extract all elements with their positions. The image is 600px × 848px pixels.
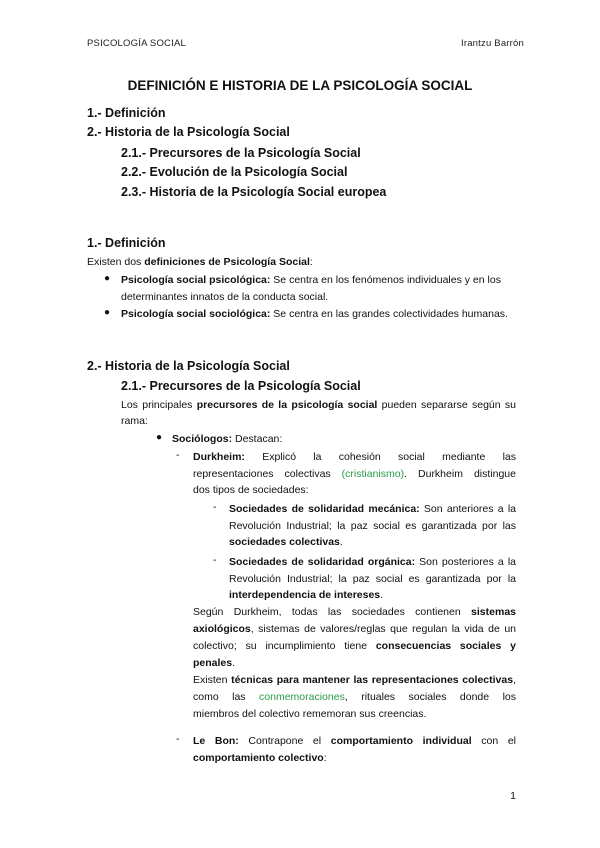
bullet-1-term: Psicología social psicológica:: [121, 274, 271, 286]
durkheim-line-2: [193, 466, 516, 482]
tec-text-1a: Existen: [193, 674, 232, 686]
page-number: 1: [510, 790, 516, 802]
section-1-heading: 1.- Definición: [87, 236, 166, 250]
intro-bold: definiciones de Psicología Social: [144, 256, 310, 268]
toc-item-2-3: 2.3.- Historia de la Psicología Social europea: [121, 185, 387, 199]
lebon-line-2: [193, 750, 327, 766]
tecnicas-line-1: [193, 672, 516, 688]
tec-text-2c: , rituales sociales donde los: [344, 691, 516, 703]
toc-item-2-1: 2.1.- Precursores de la Psicología Social: [121, 146, 361, 160]
organica-line-1: [229, 554, 516, 570]
lebon-bold-1: comportamiento individual: [330, 735, 472, 747]
bullet-2-text: Se centra en las grandes colectividades humanas.: [270, 308, 508, 320]
sociologos-item: [172, 431, 282, 447]
header-author: Irantzu Barrón: [461, 38, 524, 49]
durkheim-line-1: [193, 449, 516, 465]
mecanica-bold: sociedades colectivas: [229, 536, 340, 548]
bullet-2-line-1: [121, 306, 508, 322]
bullet-1-line-2: determinantes innatos de la conducta social.: [121, 291, 329, 303]
section-2-1-heading: 2.1.- Precursores de la Psicología Social: [121, 379, 361, 393]
bullet-2-term: Psicología social sociológica:: [121, 308, 271, 320]
lebon-text-1a: Contrapone el: [238, 735, 331, 747]
axiologicos-line-4: [193, 655, 235, 671]
sociologos-text: Destacan:: [232, 433, 283, 445]
bullet-1-text: Se centra en los fenómenos individuales y en los: [270, 274, 501, 286]
durkheim-text-1: Explicó la cohesión social mediante las: [244, 451, 516, 463]
toc-item-2-2: 2.2.- Evolución de la Psicología Social: [121, 165, 348, 179]
mecanica-period: .: [339, 536, 343, 548]
durkheim-line-3: dos tipos de sociedades:: [193, 484, 309, 496]
toc-item-2: 2.- Historia de la Psicología Social: [87, 125, 290, 139]
dash-marker: -: [213, 554, 217, 566]
ax-bold-1: sistemas: [471, 606, 516, 618]
tecnicas-line-3: miembros del colectivo rememoran sus creencias.: [193, 708, 427, 720]
organica-bold: interdependencia de intereses: [229, 589, 381, 601]
lebon-text-1c: con el: [471, 735, 516, 747]
organica-line-3: [229, 587, 383, 603]
ax-bold-2: axiológicos: [193, 623, 251, 635]
lebon-term: Le Bon:: [193, 735, 239, 747]
organica-period: .: [380, 589, 384, 601]
axiologicos-line-1: [193, 604, 516, 620]
bullet-1-line-1: [121, 272, 501, 288]
intro-text: Existen dos: [87, 256, 145, 268]
tecnicas-line-2: [193, 689, 516, 705]
dash-marker: -: [176, 449, 180, 461]
axiologicos-line-2: [193, 621, 516, 637]
dash-marker: -: [176, 733, 180, 745]
axiologicos-line-3: [193, 638, 516, 654]
organica-term: Sociedades de solidaridad orgánica:: [229, 556, 416, 568]
sociologos-term: Sociólogos:: [172, 433, 233, 445]
ax-text-2b: , sistemas de valores/reglas que regulan la vida de un: [250, 623, 516, 635]
mecanica-text-1: Son anteriores a la: [419, 503, 516, 515]
mecanica-line-2: Revolución Industrial; la paz social es garantizada por las: [229, 520, 516, 532]
mecanica-line-3: [229, 534, 343, 550]
mecanica-line-1: [229, 501, 516, 517]
ax-text-3a: colectivo; su incumplimiento tiene: [193, 640, 376, 652]
ax-bold-3: consecuencias sociales y: [375, 640, 516, 652]
section-1-intro: [87, 254, 313, 270]
tec-text-2a: como las: [193, 691, 260, 703]
durkheim-text-2c: . Durkheim distingue: [404, 468, 516, 480]
mecanica-term: Sociedades de solidaridad mecánica:: [229, 503, 420, 515]
p1-text-c: pueden separarse según su: [377, 399, 516, 411]
ax-text-1a: Según Durkheim, todas las sociedades contienen: [193, 606, 472, 618]
cristianismo-highlight: (cristianismo): [341, 468, 405, 480]
organica-line-2: Revolución Industrial; la paz social es garantizada por la: [229, 573, 516, 585]
bullet-icon: ●: [104, 307, 111, 318]
lebon-colon: :: [323, 752, 327, 764]
bullet-icon: ●: [104, 273, 111, 284]
precursores-line-1: [121, 397, 516, 413]
ax-bold-4: penales: [193, 657, 233, 669]
durkheim-text-2a: representaciones colectivas: [193, 468, 342, 480]
bullet-icon: ●: [156, 432, 163, 443]
ax-period: .: [232, 657, 236, 669]
organica-text-1: Son posteriores a la: [415, 556, 516, 568]
lebon-bold-2: comportamiento colectivo: [193, 752, 324, 764]
section-2-heading: 2.- Historia de la Psicología Social: [87, 359, 290, 373]
tec-bold-1: técnicas para mantener las representaciones colectivas: [231, 674, 514, 686]
conmemoraciones-highlight: conmemoraciones: [259, 691, 345, 703]
dash-marker: -: [213, 501, 217, 513]
durkheim-term: Durkheim:: [193, 451, 245, 463]
p1-bold: precursores de la psicología social: [196, 399, 378, 411]
precursores-line-2: rama:: [121, 415, 148, 427]
header-course: PSICOLOGÍA SOCIAL: [87, 38, 186, 49]
document-title: DEFINICIÓN E HISTORIA DE LA PSICOLOGÍA SOCIAL: [127, 78, 473, 93]
lebon-line-1: [193, 733, 516, 749]
intro-colon: :: [309, 256, 313, 268]
toc-item-1: 1.- Definición: [87, 106, 166, 120]
p1-text-a: Los principales: [121, 399, 197, 411]
tec-comma: ,: [513, 674, 516, 686]
